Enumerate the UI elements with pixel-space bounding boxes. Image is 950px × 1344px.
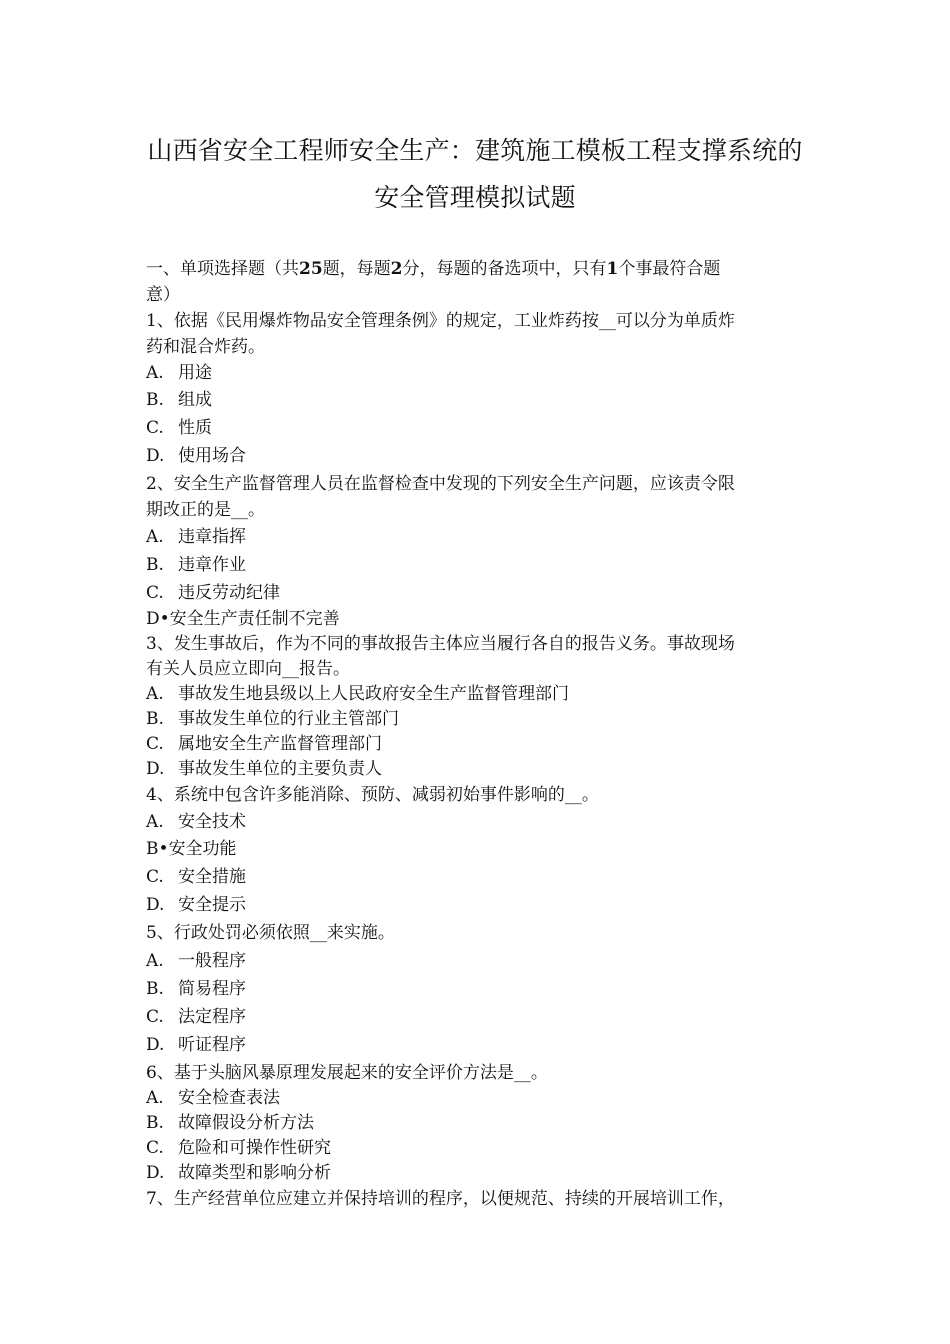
section-heading-cont: 意） bbox=[146, 285, 180, 305]
question-7-text: 7、生产经营单位应建立并保持培训的程序，以便规范、持续的开展培训工作， bbox=[146, 1189, 735, 1209]
question-6-text: 6、基于头脑风暴原理发展起来的安全评价方法是__。 bbox=[146, 1063, 548, 1083]
question-1-option-b: B. 组成 bbox=[146, 390, 212, 410]
question-2-text: 2、安全生产监督管理人员在监督检查中发现的下列安全生产问题，应该责令限 bbox=[146, 474, 735, 494]
question-1-text-cont: 药和混合炸药。 bbox=[146, 337, 265, 357]
question-3-option-b: B. 事故发生单位的行业主管部门 bbox=[146, 709, 399, 729]
question-3-text-cont: 有关人员应立即向__报告。 bbox=[146, 659, 350, 679]
question-1-text: 1、依据《民用爆炸物品安全管理条例》的规定，工业炸药按__可以分为单质炸 bbox=[146, 311, 735, 331]
question-3-option-d: D. 事故发生单位的主要负责人 bbox=[146, 759, 382, 779]
document-title-line-2: 安全管理模拟试题 bbox=[374, 183, 576, 212]
question-4-option-b: B•安全功能 bbox=[146, 839, 237, 859]
question-1-option-d: D. 使用场合 bbox=[146, 446, 246, 466]
question-2-option-d: D•安全生产责任制不完善 bbox=[146, 609, 340, 629]
section-heading: 一、单项选择题（共25题，每题2分，每题的备选项中，只有1个事最符合题 bbox=[146, 259, 721, 279]
question-4-option-a: A. 安全技术 bbox=[146, 812, 246, 832]
question-6-option-b: B. 故障假设分析方法 bbox=[146, 1113, 314, 1133]
question-2-option-a: A. 违章指挥 bbox=[146, 527, 246, 547]
question-6-option-c: C. 危险和可操作性研究 bbox=[146, 1138, 331, 1158]
question-4-option-d: D. 安全提示 bbox=[146, 895, 246, 915]
question-5-text: 5、行政处罚必须依照__来实施。 bbox=[146, 923, 395, 943]
question-3-option-a: A. 事故发生地县级以上人民政府安全生产监督管理部门 bbox=[146, 684, 569, 704]
question-2-option-c: C. 违反劳动纪律 bbox=[146, 583, 280, 603]
question-2-option-b: B. 违章作业 bbox=[146, 555, 246, 575]
question-1-option-a: A. 用途 bbox=[146, 363, 212, 383]
question-6-option-d: D. 故障类型和影响分析 bbox=[146, 1163, 331, 1183]
question-1-option-c: C. 性质 bbox=[146, 418, 212, 438]
question-4-text: 4、系统中包含许多能消除、预防、减弱初始事件影响的__。 bbox=[146, 785, 599, 805]
question-3-text: 3、发生事故后，作为不同的事故报告主体应当履行各自的报告义务。事故现场 bbox=[146, 634, 735, 654]
question-4-option-c: C. 安全措施 bbox=[146, 867, 246, 887]
question-5-option-d: D. 听证程序 bbox=[146, 1035, 246, 1055]
question-5-option-c: C. 法定程序 bbox=[146, 1007, 246, 1027]
question-5-option-b: B. 简易程序 bbox=[146, 979, 246, 999]
question-3-option-c: C. 属地安全生产监督管理部门 bbox=[146, 734, 382, 754]
question-2-text-cont: 期改正的是__。 bbox=[146, 500, 265, 520]
question-5-option-a: A. 一般程序 bbox=[146, 951, 246, 971]
document-title-line-1: 山西省安全工程师安全生产：建筑施工模板工程支撑系统的 bbox=[147, 136, 803, 165]
question-6-option-a: A. 安全检查表法 bbox=[146, 1088, 280, 1108]
